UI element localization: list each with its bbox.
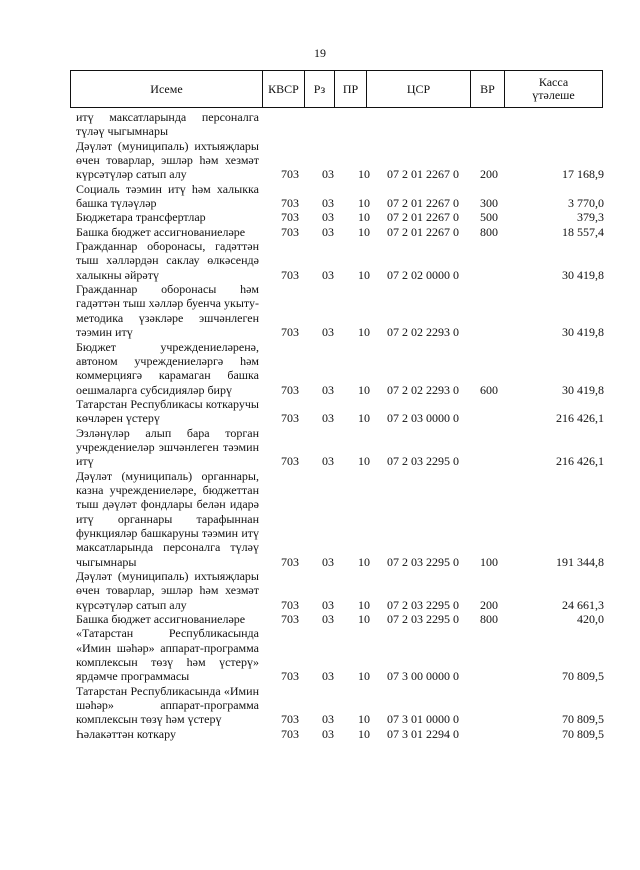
row-kvsr: 703 xyxy=(281,224,299,239)
row-sum: 24 661,3 xyxy=(562,597,604,612)
row-pr: 10 xyxy=(358,325,370,340)
row-rz: 03 xyxy=(322,597,334,612)
row-name: Дәүләт (муниципаль) ихтыяҗлары өчен товарлар, эшләр һәм хезмәт күрсәтүләр сатып алу xyxy=(76,138,259,182)
row-name: Гражданнар оборонасы һәм гадәттән тыш хәлләр буенча укыту-методика үзәкләре эшчәнлеген тәэмин итү xyxy=(76,282,259,340)
header-kvsr: КВСР xyxy=(263,71,305,108)
row-vr: 500 xyxy=(480,210,498,225)
row-kvsr: 703 xyxy=(281,726,299,741)
row-csr: 07 2 02 2293 0 xyxy=(387,325,459,340)
row-pr: 10 xyxy=(358,669,370,684)
row-kvsr: 703 xyxy=(281,669,299,684)
row-name: Социаль тәэмин итү һәм халыкка башка түләүләр xyxy=(76,181,259,211)
row-vr: 200 xyxy=(480,167,498,182)
row-vr: 600 xyxy=(480,382,498,397)
table-row xyxy=(76,626,604,683)
row-sum: 379,3 xyxy=(577,210,604,225)
row-vr: 300 xyxy=(480,196,498,211)
row-csr: 07 2 01 2267 0 xyxy=(387,210,459,225)
row-pr: 10 xyxy=(358,196,370,211)
row-pr: 10 xyxy=(358,167,370,182)
row-name: Һәлакәттән коткару xyxy=(76,726,176,741)
row-csr: 07 2 01 2267 0 xyxy=(387,167,459,182)
row-sum: 216 426,1 xyxy=(556,411,604,426)
row-name: Дәүләт (муниципаль) ихтыяҗлары өчен товарлар, эшләр һәм хезмәт күрсәтүләр сатып алу xyxy=(76,569,259,612)
row-kvsr: 703 xyxy=(281,554,299,569)
header-kassa-line1: Касса xyxy=(538,75,569,89)
header-pr: ПР xyxy=(335,71,367,108)
header-kassa xyxy=(505,71,603,108)
row-rz: 03 xyxy=(322,411,334,426)
table-row xyxy=(76,210,604,224)
row-sum: 216 426,1 xyxy=(556,454,604,469)
table-row xyxy=(76,282,604,339)
row-sum: 30 419,8 xyxy=(562,267,604,282)
header-rz: Рз xyxy=(305,71,335,108)
table-row xyxy=(76,612,604,626)
row-csr: 07 2 03 2295 0 xyxy=(387,597,459,612)
header-kassa-line2: үтәлеше xyxy=(532,88,575,102)
table-row xyxy=(76,225,604,239)
row-name: Бюджетара трансфертлар xyxy=(76,210,206,225)
page-number: 19 xyxy=(314,46,326,60)
row-sum: 70 809,5 xyxy=(562,669,604,684)
row-sum: 17 168,9 xyxy=(562,167,604,182)
row-rz: 03 xyxy=(322,612,334,627)
row-csr: 07 2 01 2267 0 xyxy=(387,196,459,211)
header-name: Исеме xyxy=(71,71,263,108)
row-kvsr: 703 xyxy=(281,210,299,225)
row-vr: 800 xyxy=(480,224,498,239)
row-rz: 03 xyxy=(322,210,334,225)
row-name: Татарстан Республикасы коткаручы көчләрен үстерү xyxy=(76,396,259,426)
row-csr: 07 2 03 2295 0 xyxy=(387,554,459,569)
row-sum: 3 770,0 xyxy=(568,196,604,211)
table-row xyxy=(76,110,604,139)
row-name: Дәүләт (муниципаль) органнары, казна учреждениеләре, бюджеттан тыш дәүләт фондлары белән идарә итү органнары тарафыннан функцияләр башкаруны тәэмин итү максатларында персоналга түләү чыгымнары xyxy=(76,468,259,569)
row-rz: 03 xyxy=(322,382,334,397)
row-pr: 10 xyxy=(358,224,370,239)
row-rz: 03 xyxy=(322,669,334,684)
row-sum: 70 809,5 xyxy=(562,712,604,727)
row-rz: 03 xyxy=(322,224,334,239)
table-row xyxy=(76,397,604,426)
row-rz: 03 xyxy=(322,726,334,741)
header-csr: ЦСР xyxy=(367,71,471,108)
row-pr: 10 xyxy=(358,210,370,225)
table-row xyxy=(76,340,604,397)
row-pr: 10 xyxy=(358,554,370,569)
row-vr: 800 xyxy=(480,612,498,627)
row-sum: 420,0 xyxy=(577,612,604,627)
row-kvsr: 703 xyxy=(281,167,299,182)
row-rz: 03 xyxy=(322,167,334,182)
row-kvsr: 703 xyxy=(281,597,299,612)
row-pr: 10 xyxy=(358,454,370,469)
row-csr: 07 2 03 0000 0 xyxy=(387,411,459,426)
row-name: Гражданнар оборонасы, гадәттән тыш хәлләрдән саклау өлкәсендә халыкны әйрәтү xyxy=(76,239,259,282)
row-vr: 200 xyxy=(480,597,498,612)
row-csr: 07 2 02 2293 0 xyxy=(387,382,459,397)
row-name: Татарстан Республикасында «Имин шәһәр» аппарат-программа комплексын төзү һәм үстерү xyxy=(76,683,259,727)
table-row xyxy=(76,139,604,182)
row-rz: 03 xyxy=(322,554,334,569)
row-rz: 03 xyxy=(322,196,334,211)
row-rz: 03 xyxy=(322,712,334,727)
header-vr: ВР xyxy=(471,71,505,108)
row-kvsr: 703 xyxy=(281,267,299,282)
row-kvsr: 703 xyxy=(281,612,299,627)
row-name: Эзләнүләр алып бара торган учреждениеләр эшчәнлеген тәэмин итү xyxy=(76,425,259,469)
row-sum: 30 419,8 xyxy=(562,325,604,340)
row-pr: 10 xyxy=(358,597,370,612)
row-csr: 07 3 00 0000 0 xyxy=(387,669,459,684)
table-row xyxy=(76,727,604,741)
row-sum: 18 557,4 xyxy=(562,224,604,239)
row-pr: 10 xyxy=(358,267,370,282)
row-name: Башка бюджет ассигнованиеләре xyxy=(76,224,246,239)
row-csr: 07 2 01 2267 0 xyxy=(387,224,459,239)
row-sum: 191 344,8 xyxy=(556,554,604,569)
row-pr: 10 xyxy=(358,712,370,727)
row-csr: 07 2 03 2295 0 xyxy=(387,612,459,627)
row-vr: 100 xyxy=(480,554,498,569)
row-pr: 10 xyxy=(358,612,370,627)
row-rz: 03 xyxy=(322,325,334,340)
row-csr: 07 2 03 2295 0 xyxy=(387,454,459,469)
row-name: итү максатларында персоналга түләү чыгымнары xyxy=(76,110,259,139)
row-pr: 10 xyxy=(358,411,370,426)
row-rz: 03 xyxy=(322,267,334,282)
table-row xyxy=(76,182,604,211)
table-header xyxy=(70,70,603,108)
row-name: «Татарстан Республикасында «Имин шәһәр» аппарат-программа комплексын төзү һәм үстерү» ярдәмче программасы xyxy=(76,626,259,684)
table-body xyxy=(76,110,604,741)
row-kvsr: 703 xyxy=(281,325,299,340)
row-kvsr: 703 xyxy=(281,382,299,397)
row-kvsr: 703 xyxy=(281,411,299,426)
row-kvsr: 703 xyxy=(281,454,299,469)
row-name: Башка бюджет ассигнованиеләре xyxy=(76,612,246,627)
table-row xyxy=(76,469,604,569)
table-row xyxy=(76,239,604,282)
table-row xyxy=(76,426,604,469)
row-csr: 07 3 01 2294 0 xyxy=(387,726,459,741)
row-kvsr: 703 xyxy=(281,712,299,727)
row-sum: 30 419,8 xyxy=(562,382,604,397)
table-row xyxy=(76,684,604,727)
row-csr: 07 2 02 0000 0 xyxy=(387,267,459,282)
row-csr: 07 3 01 0000 0 xyxy=(387,712,459,727)
table-row xyxy=(76,569,604,612)
row-pr: 10 xyxy=(358,726,370,741)
row-rz: 03 xyxy=(322,454,334,469)
row-kvsr: 703 xyxy=(281,196,299,211)
row-sum: 70 809,5 xyxy=(562,726,604,741)
row-name: Бюджет учреждениеләренә, автоном учреждениеләргә һәм коммерциягә карамаган башка оешмаларга субсидияләр бирү xyxy=(76,339,259,397)
row-pr: 10 xyxy=(358,382,370,397)
